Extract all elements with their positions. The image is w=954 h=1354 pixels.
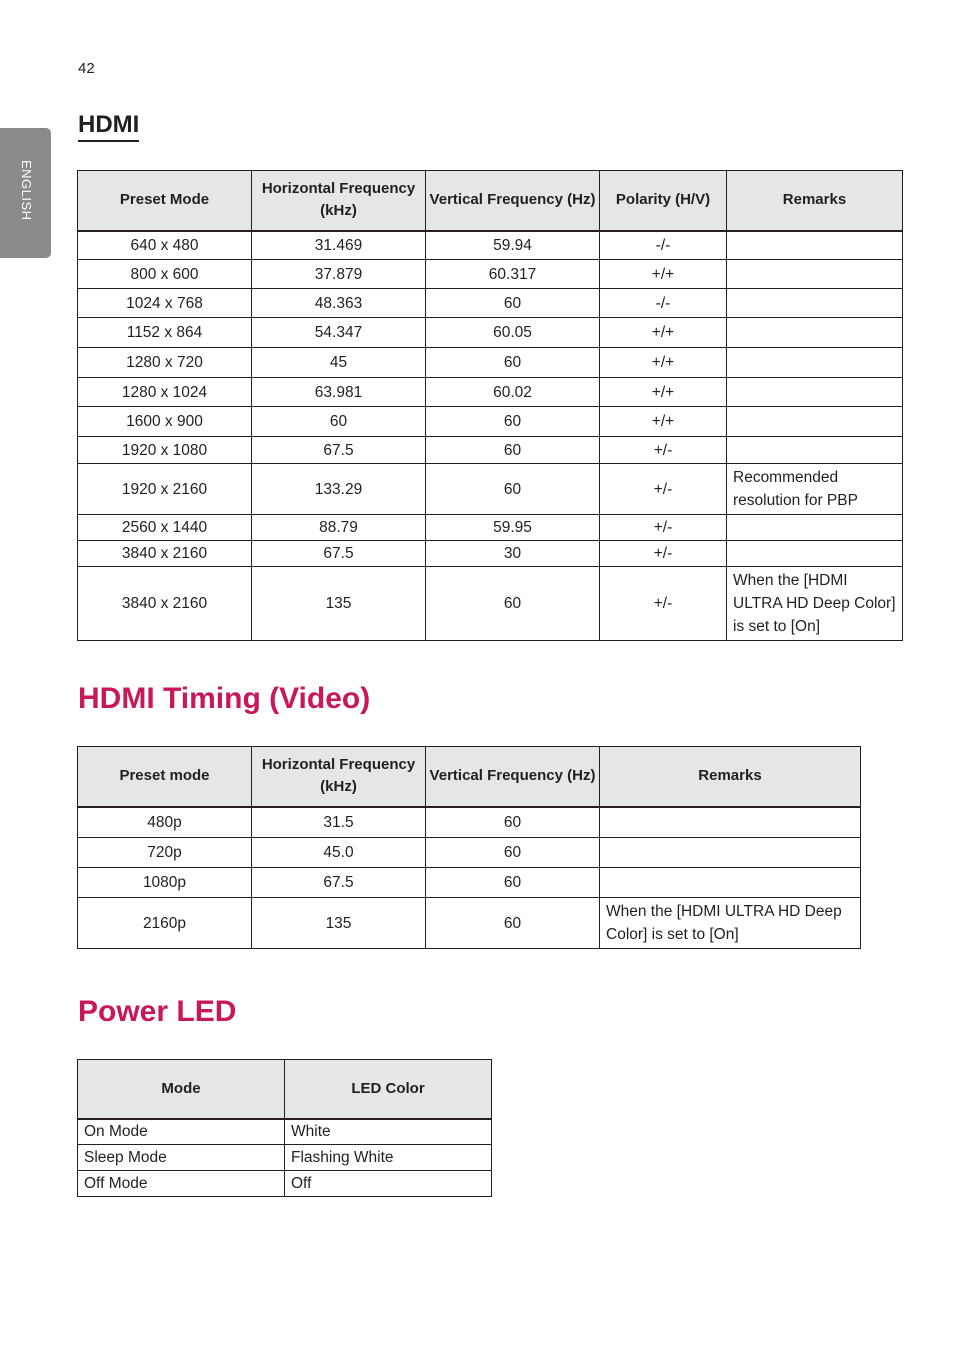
table-cell: 60: [252, 407, 426, 437]
table-cell: 60: [426, 807, 600, 838]
table-row: [78, 541, 903, 567]
page-number: 42: [78, 60, 95, 77]
hdmi-video-heading: HDMI Timing (Video): [78, 682, 371, 715]
table-cell: [727, 407, 903, 437]
column-header: Polarity (H/V): [600, 171, 727, 231]
column-header: Mode: [78, 1060, 285, 1119]
table-cell: 67.5: [252, 541, 426, 567]
table-cell: 37.879: [252, 260, 426, 289]
column-header: LED Color: [285, 1060, 492, 1119]
power-led-table: [77, 1059, 492, 1197]
table-cell: [600, 807, 861, 838]
power-led-heading: Power LED: [78, 995, 237, 1028]
table-cell: 60: [426, 567, 600, 641]
table-cell: 60: [426, 437, 600, 464]
table-row: [78, 407, 903, 437]
table-cell: 1080p: [78, 868, 252, 898]
table-cell: On Mode: [78, 1119, 285, 1145]
column-header: Preset mode: [78, 747, 252, 807]
table-cell: -/-: [600, 231, 727, 260]
table-cell: 30: [426, 541, 600, 567]
table-cell: +/-: [600, 541, 727, 567]
table-cell: 67.5: [252, 437, 426, 464]
table-row: [78, 437, 903, 464]
table-cell: +/+: [600, 407, 727, 437]
hdmi-timing-table: [77, 170, 903, 641]
table-cell: 60: [426, 868, 600, 898]
table-cell: 1280 x 1024: [78, 378, 252, 407]
hdmi-section-title: HDMI: [78, 111, 139, 142]
table-cell: 640 x 480: [78, 231, 252, 260]
table-cell: 60: [426, 348, 600, 378]
table-cell: -/-: [600, 289, 727, 318]
table-row: [78, 318, 903, 348]
table-cell: 1024 x 768: [78, 289, 252, 318]
column-header: Vertical Frequency (Hz): [426, 171, 600, 231]
table-cell: +/-: [600, 437, 727, 464]
table-cell: 60: [426, 838, 600, 868]
language-side-tab-label: ENGLISH: [19, 160, 34, 221]
table-cell: +/+: [600, 348, 727, 378]
table-cell: 60: [426, 407, 600, 437]
table-cell: [600, 838, 861, 868]
table-cell: +/+: [600, 378, 727, 407]
table-cell: [727, 541, 903, 567]
table-cell: +/-: [600, 515, 727, 541]
table-cell: 135: [252, 898, 426, 949]
table-cell: Flashing White: [285, 1145, 492, 1171]
table-cell: 2560 x 1440: [78, 515, 252, 541]
table-cell: 2160p: [78, 898, 252, 949]
table-cell: 60: [426, 898, 600, 949]
table-cell: [727, 318, 903, 348]
table-cell: 59.95: [426, 515, 600, 541]
table-row: [78, 1145, 492, 1171]
column-header: Horizontal Frequency (kHz): [252, 747, 426, 807]
table-row: [78, 807, 861, 838]
table-cell: [727, 515, 903, 541]
table-cell: [727, 231, 903, 260]
table-cell: Off: [285, 1171, 492, 1197]
table-cell: When the [HDMI ULTRA HD Deep Color] is set to [On]: [727, 567, 903, 641]
table-cell: Sleep Mode: [78, 1145, 285, 1171]
table-cell: [727, 378, 903, 407]
table-row: [78, 1119, 492, 1145]
table-cell: Recommended resolution for PBP: [727, 464, 903, 515]
table-cell: [727, 289, 903, 318]
column-header: Remarks: [600, 747, 861, 807]
table-cell: 45.0: [252, 838, 426, 868]
table-cell: 48.363: [252, 289, 426, 318]
table-row: [78, 464, 903, 515]
table-cell: 60.05: [426, 318, 600, 348]
table-row: [78, 348, 903, 378]
table-cell: 59.94: [426, 231, 600, 260]
table-row: [78, 868, 861, 898]
column-header: Horizontal Frequency (kHz): [252, 171, 426, 231]
table-cell: 31.5: [252, 807, 426, 838]
table-cell: 54.347: [252, 318, 426, 348]
table-row: [78, 898, 861, 949]
table-row: [78, 231, 903, 260]
hdmi-video-timing-table: [77, 746, 861, 949]
table-cell: 88.79: [252, 515, 426, 541]
table-cell: +/+: [600, 260, 727, 289]
table-cell: 60: [426, 289, 600, 318]
table-cell: 133.29: [252, 464, 426, 515]
table-row: [78, 1171, 492, 1197]
table-cell: 31.469: [252, 231, 426, 260]
table-cell: 480p: [78, 807, 252, 838]
table-cell: 60.02: [426, 378, 600, 407]
column-header: Preset Mode: [78, 171, 252, 231]
table-cell: 800 x 600: [78, 260, 252, 289]
table-cell: 3840 x 2160: [78, 567, 252, 641]
table-cell: [727, 437, 903, 464]
column-header: Vertical Frequency (Hz): [426, 747, 600, 807]
table-row: [78, 515, 903, 541]
table-cell: 1920 x 1080: [78, 437, 252, 464]
table-cell: [727, 348, 903, 378]
table-cell: 1280 x 720: [78, 348, 252, 378]
table-cell: +/-: [600, 464, 727, 515]
table-cell: 1600 x 900: [78, 407, 252, 437]
table-row: [78, 838, 861, 868]
table-cell: 1152 x 864: [78, 318, 252, 348]
table-cell: 135: [252, 567, 426, 641]
table-cell: When the [HDMI ULTRA HD Deep Color] is set to [On]: [600, 898, 861, 949]
table-cell: +/-: [600, 567, 727, 641]
table-cell: 1920 x 2160: [78, 464, 252, 515]
table-cell: 720p: [78, 838, 252, 868]
table-cell: [600, 868, 861, 898]
table-cell: [727, 260, 903, 289]
table-cell: White: [285, 1119, 492, 1145]
table-cell: 45: [252, 348, 426, 378]
table-cell: +/+: [600, 318, 727, 348]
table-cell: 67.5: [252, 868, 426, 898]
table-cell: 63.981: [252, 378, 426, 407]
table-cell: 60.317: [426, 260, 600, 289]
table-cell: 3840 x 2160: [78, 541, 252, 567]
table-row: [78, 378, 903, 407]
table-row: [78, 260, 903, 289]
table-row: [78, 567, 903, 641]
table-cell: 60: [426, 464, 600, 515]
column-header: Remarks: [727, 171, 903, 231]
table-cell: Off Mode: [78, 1171, 285, 1197]
table-row: [78, 289, 903, 318]
